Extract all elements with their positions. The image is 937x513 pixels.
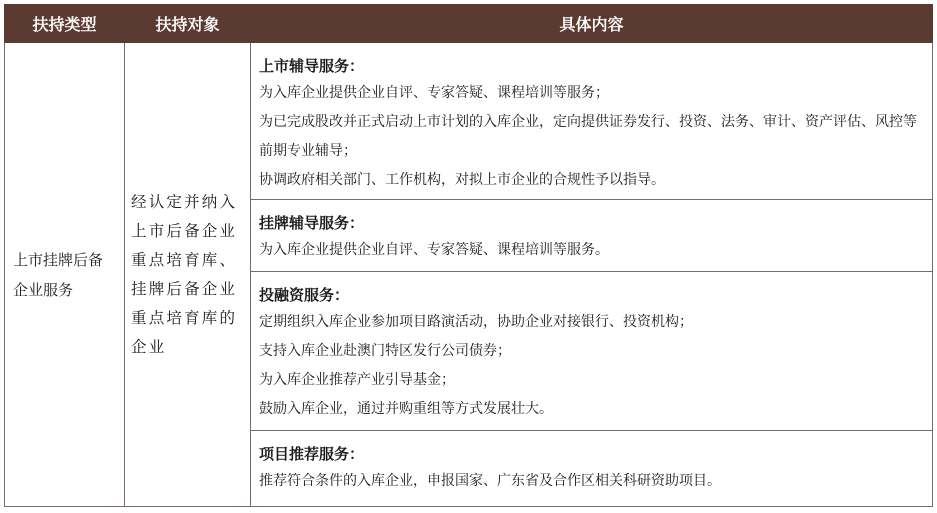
section-title: 挂牌辅导服务： bbox=[259, 214, 365, 232]
section-board-listing-guidance bbox=[251, 200, 933, 272]
header-content: 具体内容 bbox=[251, 5, 933, 43]
section-listing-guidance bbox=[251, 43, 933, 200]
section-line: 定期组织入库企业参加项目路演活动，协助企业对接银行、投资机构； bbox=[259, 314, 693, 330]
header-support-type: 扶持类型 bbox=[5, 5, 125, 43]
section-line: 支持入库企业赴澳门特区发行公司债券； bbox=[259, 343, 511, 359]
section-title: 上市辅导服务： bbox=[259, 57, 365, 75]
section-title: 投融资服务： bbox=[259, 286, 350, 304]
support-type-cell: 上市挂牌后备企业服务 bbox=[5, 43, 125, 507]
section-line: 为已完成股改并正式启动上市计划的入库企业，定向提供证券发行、投资、法务、审计、资产评估、风控等前期专业辅导； bbox=[259, 114, 917, 159]
table-header-row bbox=[5, 5, 933, 43]
section-line: 为入库企业提供企业自评、专家答疑、课程培训等服务； bbox=[259, 85, 609, 101]
section-financing bbox=[251, 272, 933, 431]
table-row bbox=[5, 43, 933, 200]
section-line: 为入库企业推荐产业引导基金； bbox=[259, 372, 455, 388]
section-line: 推荐符合条件的入库企业，申报国家、广东省及合作区相关科研资助项目。 bbox=[259, 473, 721, 489]
section-line: 鼓励入库企业，通过并购重组等方式发展壮大。 bbox=[259, 401, 553, 417]
section-project-recommendation bbox=[251, 431, 933, 507]
support-target-cell: 经认定并纳入上市后备企业重点培育库、挂牌后备企业重点培育库的企业 bbox=[125, 43, 251, 507]
section-title: 项目推荐服务： bbox=[259, 445, 365, 463]
support-table bbox=[4, 4, 933, 507]
section-line: 协调政府相关部门、工作机构，对拟上市企业的合规性予以指导。 bbox=[259, 172, 665, 188]
header-support-target: 扶持对象 bbox=[125, 5, 251, 43]
section-line: 为入库企业提供企业自评、专家答疑、课程培训等服务。 bbox=[259, 242, 609, 258]
